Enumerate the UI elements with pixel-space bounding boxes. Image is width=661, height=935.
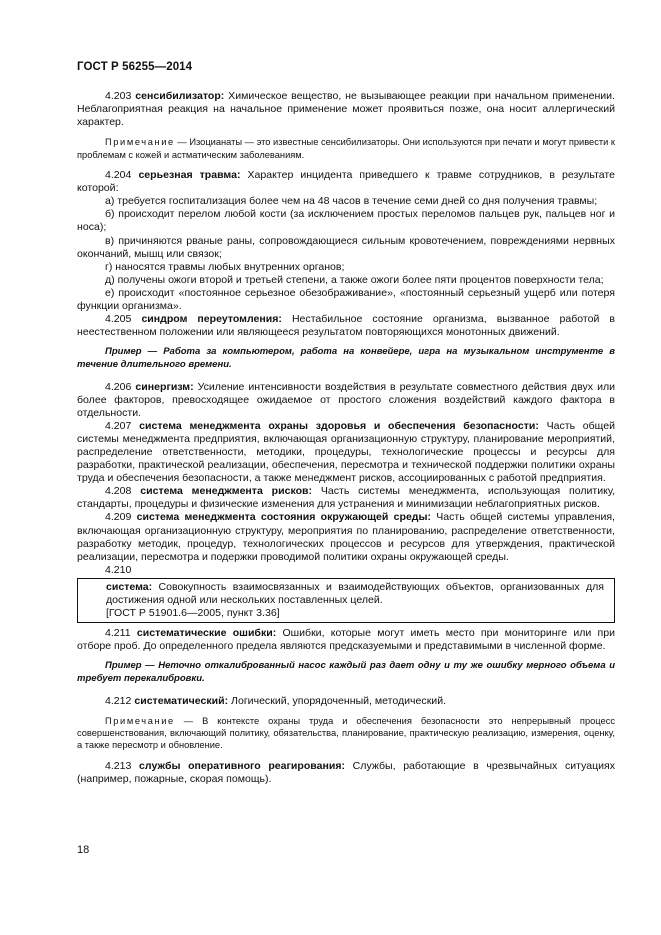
entry-number: 4.206 xyxy=(105,380,132,393)
entry-term: систематические ошибки: xyxy=(136,627,277,640)
entry-text: Усиление интенсивности воздействия в результате совместного действия двух или более факторов, превосходящее ожидаемое от простого сложения воздействий каждого фактора в отдельности. xyxy=(77,380,616,419)
note-4-203 xyxy=(77,136,615,161)
entry-term: система менеджмента рисков: xyxy=(140,485,313,498)
entry-4-204 xyxy=(77,169,615,195)
entry-number: 4.204 xyxy=(105,169,132,182)
entry-number: 4.203 xyxy=(105,90,132,102)
document-body xyxy=(77,90,615,786)
entry-text: Совокупность взаимосвязанных и взаимодействующих объектов, организованных для достижения одной или нескольких поставленных целей. xyxy=(106,580,604,606)
entry-4-203 xyxy=(77,90,615,129)
entry-text: Ошибки, которые могут иметь место при мониторинге или при отборе проб. До определенного предела являются предсказуемыми и представимыми в численной форме. xyxy=(77,627,615,653)
entry-text: Часть общей системы менеджмента предприятия, включающая организационную структуру, планирование мероприятий, распределение ответственности, методики, процедуры, технологические процессы и ресурсы для разработки, практической реализации, обеспечения, пересмотра и технической поддержки политики охраны труда и обеспечения безопасности, а также менеджмент рисков, ассоциированных с работой предприятия. xyxy=(77,419,615,485)
entry-number: 4.205 xyxy=(105,313,132,326)
entry-4-205 xyxy=(77,313,615,339)
entry-text: Часть системы менеджмента, использующая политику, стандарты, процедуры и физические изменения для устранения и минимизации неблагоприятных рисков. xyxy=(77,485,616,511)
entry-number: 4.207 xyxy=(105,419,132,432)
entry-number: 4.209 xyxy=(105,511,132,524)
entry-4-206 xyxy=(77,381,615,420)
entry-term: система: xyxy=(106,580,153,593)
entry-text: Логический, упорядоченный, методический. xyxy=(231,694,447,707)
page-header: ГОСТ Р 56255—2014 xyxy=(77,61,193,73)
entry-term: сенсибилизатор: xyxy=(135,90,225,102)
entry-4-211 xyxy=(77,627,615,653)
entry-term: система менеджмента состояния окружающей среды: xyxy=(136,511,432,524)
entry-term: система менеджмента охраны здоровья и обеспечения безопасности: xyxy=(139,419,539,432)
entry-number: 4.213 xyxy=(105,759,132,772)
entry-text: Службы, работающие в чрезвычайных ситуациях (например, пожарные, скорая помощь). xyxy=(77,759,616,785)
entry-4-208 xyxy=(77,485,615,511)
entry-text: Часть общей системы управления, включающая организационную структуру, мероприятия по планированию, распределение ответственности, разработку методик, процедур, технологических процессов и ресурсов для утверждения, практической реализации, пересмотра и подержки проводимой политики охраны окружающей среды. xyxy=(77,511,615,563)
list-item: г) наносятся травмы любых внутренних органов; xyxy=(105,260,345,273)
note-text: — Изоцианаты — это известные сенсибилизаторы. Они используются при печати и могут привести к проблемам с кожей и астматическим заболеваниям. xyxy=(77,137,615,160)
source-reference: [ГОСТ Р 51901.6—2005, пункт 3.36] xyxy=(106,607,280,620)
entry-4-213 xyxy=(77,760,615,786)
entry-text: Химическое вещество, не вызывающее реакции при начальном применении. Неблагоприятная реакция на начальное применение может проявиться позже, она носит аллергический характер. xyxy=(77,90,616,129)
note-label: Примечание xyxy=(105,137,175,148)
entry-number: 4.212 xyxy=(105,694,132,707)
list-item: б) происходит перелом любой кости (за исключением простых переломов пальцев рук, пальцев ног и носа); xyxy=(77,208,615,234)
entry-4-209 xyxy=(77,511,615,563)
entry-text: Нестабильное состояние организма, вызванное работой в неестественном положении или являющееся результатом повторяющихся монотонных движений. xyxy=(77,313,615,339)
note-4-212 xyxy=(77,715,615,752)
list-item: д) получены ожоги второй и третьей степени, а также ожоги более пяти процентов поверхности тела; xyxy=(105,273,604,286)
entry-4-207 xyxy=(77,420,615,485)
example-4-205: Пример — Работа за компьютером, работа на конвейере, игра на музыкальном инструменте в течение длительного времени. xyxy=(77,346,615,370)
entry-text: Характер инцидента приведшего к травме сотрудников, в результате которой: xyxy=(77,169,616,195)
entry-number: 4.210 xyxy=(105,563,132,576)
example-4-211: Пример — Неточно откалиброванный насос каждый раз дает одну и ту же ошибку мерного объема и требует перекалибровки. xyxy=(77,660,615,684)
entry-term: серьезная травма: xyxy=(138,169,241,182)
page-number: 18 xyxy=(77,844,90,856)
entry-4-210-box xyxy=(77,578,615,623)
entry-4-210 xyxy=(106,581,604,607)
list-item: а) требуется госпитализация более чем на 48 часов в течение семи дней со дня получения травмы; xyxy=(105,195,598,208)
entry-number: 4.211 xyxy=(105,627,131,640)
entry-term: синдром переутомления: xyxy=(141,313,282,326)
list-item: е) происходит «постоянное серьезное обезображивание», «постоянный серьезный ущерб или потеря функции организма». xyxy=(77,286,615,313)
note-label: Примечание xyxy=(105,715,175,726)
entry-number: 4.208 xyxy=(105,485,132,498)
entry-term: систематический: xyxy=(134,694,229,707)
entry-4-212 xyxy=(77,695,615,708)
entry-term: службы оперативного реагирования: xyxy=(139,759,346,772)
entry-term: синергизм: xyxy=(135,380,194,393)
list-item: в) причиняются рваные раны, сопровождающиеся сильным кровотечением, повреждениями нервных окончаний, мышц или связок; xyxy=(77,234,615,260)
note-text: — В контексте охраны труда и обеспечения безопасности это непрерывный процесс совершенствования, включающий политику, обязательства, планирование, практическую реализацию, измерения, оценку, а также пересмотр и обновление. xyxy=(77,715,615,751)
